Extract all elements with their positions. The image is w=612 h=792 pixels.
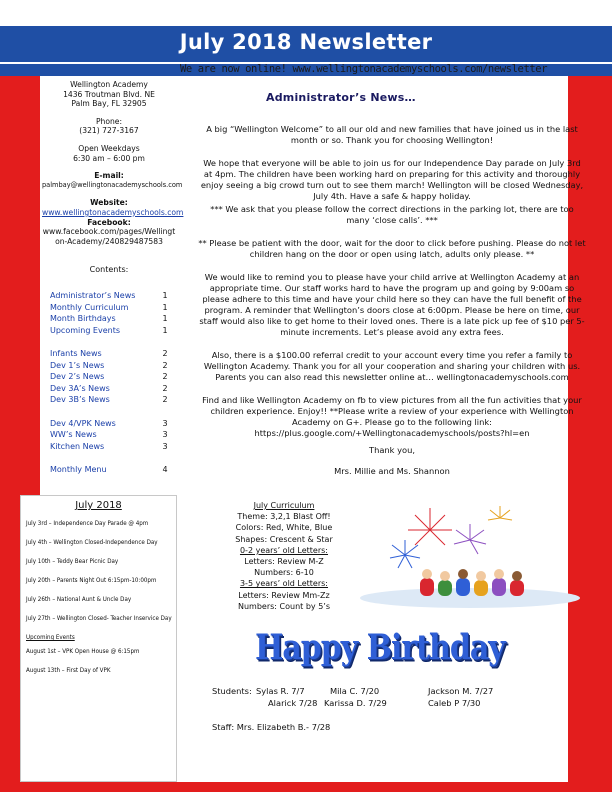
curriculum-letters-3-5: Letters: Review Mm-Zz bbox=[238, 590, 330, 600]
upcoming-item: August 1st – VPK Open House @ 6:15pm bbox=[26, 648, 140, 655]
hours-block bbox=[42, 144, 176, 163]
toc-page-number: 2 bbox=[162, 383, 168, 393]
toc-item[interactable] bbox=[50, 360, 170, 372]
toc-label: Upcoming Events bbox=[50, 325, 121, 335]
event-item: July 4th – Wellington Closed-Independence Day bbox=[26, 539, 158, 546]
toc-page-number: 4 bbox=[162, 465, 168, 474]
birthday-students bbox=[212, 686, 592, 710]
facebook-label: Facebook: bbox=[87, 217, 131, 227]
phone-number: (321) 727-3167 bbox=[79, 126, 139, 136]
toc-page-number: 2 bbox=[162, 395, 168, 404]
toc-label: Dev 2’s News bbox=[50, 372, 105, 381]
students-label: Students: bbox=[212, 686, 252, 696]
toc-item[interactable] bbox=[50, 290, 170, 302]
toc-label: Dev 3A’s News bbox=[50, 383, 110, 393]
happy-birthday-banner: Happy Birthday bbox=[255, 628, 505, 669]
facebook-link[interactable]: www.facebook.com/pages/Wellington-Academy/240829487583 bbox=[42, 227, 176, 246]
toc-label: WW’s News bbox=[50, 430, 97, 439]
fireworks-illustration bbox=[350, 500, 586, 610]
admin-paragraph: ** Please be patient with the door, wait for the door to click before pushing. Please do not let children hang on the door or open using latch, adults only please. ** bbox=[198, 238, 586, 259]
toc-item[interactable] bbox=[50, 313, 170, 325]
upcoming-events-title: Upcoming Events bbox=[26, 634, 75, 641]
curriculum-numbers-3-5: Numbers: Count by 5’s bbox=[238, 601, 330, 611]
student-birthday: Caleb P 7/30 bbox=[428, 698, 481, 708]
address-line-2: Palm Bay, FL 32905 bbox=[71, 99, 147, 109]
newsletter-title: July 2018 Newsletter bbox=[179, 30, 433, 54]
curriculum-head-0-2: 0-2 years’ old Letters: bbox=[239, 545, 329, 555]
website-label: Website: bbox=[90, 198, 128, 208]
event-item: July 27th – Wellington Closed- Teacher Inservice Day bbox=[26, 615, 172, 622]
website-link[interactable]: www.wellingtonacademyschools.com bbox=[42, 207, 184, 217]
student-birthday: Alarick 7/28 bbox=[268, 698, 318, 708]
student-birthday: Jackson M. 7/27 bbox=[428, 686, 494, 696]
toc-page-number: 2 bbox=[162, 349, 168, 358]
admin-paragraph: We hope that everyone will be able to join us for our Independence Day parade on July 3rd at 4pm. The children have been working hard on preparing for this activity and thoroughly enjoy seeing a big crowd turn out to see them march! Wellington will be closed Wednesday, July 4th. Have a safe & happy holiday. bbox=[200, 158, 584, 201]
curriculum-shapes: Shapes: Crescent & Star bbox=[235, 534, 333, 544]
toc-page-number: 2 bbox=[162, 360, 168, 370]
curriculum-title: July Curriculum bbox=[253, 501, 315, 510]
admin-paragraph: We would like to remind you to please have your child arrive at Wellington Academy at an appropriate time. Our staff works hard to have the program up and going by 9:00am so please adhere to this time and have your child here so they can have the full benefit of the program. A reminder that Wellington’s doors close at 6:00pm. Please be here on time, our staff would also like to get home to their loved ones. There is a late pick up fee of $10 per 5-minute increments. Let’s please avoid any extra fees. bbox=[199, 272, 585, 337]
july-events-title: July 2018 bbox=[75, 500, 122, 511]
toc-label: Infants News bbox=[50, 349, 102, 358]
toc-page-number: 1 bbox=[162, 291, 168, 300]
admin-paragraph: Also, there is a $100.00 referral credit to your account every time you refer a family to Wellington Academy. Thank you for all your cooperation and sharing your children with us. Parents you can also read this newsletter online at… wellingtonacademyschools.com bbox=[203, 350, 581, 382]
online-notice: We are now online! www.wellingtonacademyschools.com/newsletter bbox=[180, 63, 548, 75]
upcoming-item: August 13th – First Day of VPK bbox=[26, 667, 111, 674]
toc-label: Monthly Curriculum bbox=[50, 302, 129, 312]
toc-label: Administrator’s News bbox=[50, 291, 136, 300]
hours-label: Open Weekdays bbox=[78, 143, 140, 153]
curriculum-theme: Theme: 3,2,1 Blast Off! bbox=[237, 512, 331, 522]
toc-page-number: 1 bbox=[162, 325, 168, 335]
toc-label: Dev 3B’s News bbox=[50, 395, 110, 404]
admin-news-title: Administrator’s News… bbox=[266, 91, 416, 104]
toc-label: Month Birthdays bbox=[50, 314, 116, 323]
student-birthday: Karissa D. 7/29 bbox=[324, 698, 387, 708]
toc-item[interactable] bbox=[50, 371, 170, 383]
event-item: July 3rd – Independence Day Parade @ 4pm bbox=[26, 520, 149, 527]
phone-label: Phone: bbox=[95, 116, 123, 126]
toc-item[interactable] bbox=[50, 325, 170, 337]
student-birthday: Mila C. 7/20 bbox=[330, 686, 380, 696]
phone-block bbox=[42, 117, 176, 136]
toc-page-number: 2 bbox=[162, 372, 168, 381]
bottom-red-border bbox=[0, 782, 612, 792]
contents-title: Contents: bbox=[89, 265, 129, 274]
student-birthday: Sylas R. 7/7 bbox=[256, 686, 305, 696]
hours-value: 6:30 am – 6:00 pm bbox=[73, 153, 145, 163]
website-block bbox=[42, 198, 184, 246]
table-of-contents bbox=[50, 290, 170, 476]
admin-paragraph: Find and like Wellington Academy on fb to view pictures from all the fun activities that your children experience. Enjoy!! **Please write a review of your experience with Wellington Academy on G+. Please go to the following link: https://plus.google.com/+Wellingtonacademyschools/posts?hl=en bbox=[202, 395, 582, 438]
toc-label: Monthly Menu bbox=[50, 465, 107, 474]
event-item: July 20th – Parents Night Out 6:15pm-10:00pm bbox=[26, 577, 157, 584]
toc-label: Kitchen News bbox=[50, 441, 105, 451]
admin-news-body bbox=[198, 124, 586, 479]
toc-page-number: 3 bbox=[162, 441, 168, 451]
contact-info bbox=[42, 80, 184, 246]
july-curriculum bbox=[228, 500, 340, 612]
july-events-list bbox=[26, 520, 174, 686]
staff-birthday: Staff: Mrs. Elizabeth B.- 7/28 bbox=[212, 722, 331, 732]
curriculum-numbers-0-2: Numbers: 6-10 bbox=[254, 568, 314, 578]
address-block bbox=[42, 80, 176, 109]
curriculum-letters-0-2: Letters: Review M-Z bbox=[244, 557, 324, 567]
toc-page-number: 1 bbox=[162, 314, 168, 323]
toc-label: Dev 1’s News bbox=[50, 360, 105, 370]
email-value[interactable]: palmbay@wellingtonacademyschools.com bbox=[42, 180, 183, 189]
address-line-1: 1436 Troutman Blvd. NE bbox=[63, 89, 155, 99]
admin-signature: Mrs. Millie and Ms. Shannon bbox=[334, 466, 450, 476]
curriculum-head-3-5: 3-5 years’ old Letters: bbox=[239, 579, 329, 589]
toc-item[interactable] bbox=[50, 418, 170, 430]
admin-thanks: Thank you, bbox=[369, 445, 415, 455]
toc-item[interactable] bbox=[50, 429, 170, 441]
admin-paragraph: *** We ask that you please follow the correct directions in the parking lot, there are too many ‘close calls’. *** bbox=[210, 204, 574, 225]
toc-item[interactable] bbox=[50, 348, 170, 360]
toc-page-number: 3 bbox=[162, 418, 168, 428]
toc-item[interactable] bbox=[50, 383, 170, 395]
toc-page-number: 1 bbox=[162, 302, 168, 312]
school-name: Wellington Academy bbox=[70, 80, 148, 89]
email-block bbox=[42, 171, 183, 190]
toc-item[interactable] bbox=[50, 464, 170, 476]
toc-item[interactable] bbox=[50, 302, 170, 314]
event-item: July 10th – Teddy Bear Picnic Day bbox=[26, 558, 119, 565]
curriculum-colors: Colors: Red, White, Blue bbox=[235, 523, 333, 533]
event-item: July 26th – National Aunt & Uncle Day bbox=[26, 596, 132, 603]
toc-page-number: 3 bbox=[162, 430, 168, 439]
toc-item[interactable] bbox=[50, 441, 170, 453]
admin-paragraph: A big “Wellington Welcome” to all our old and new families that have joined us in the last month or so. Thank you for choosing Wellington! bbox=[206, 124, 578, 145]
email-label: E-mail: bbox=[94, 171, 124, 181]
toc-label: Dev 4/VPK News bbox=[50, 418, 116, 428]
toc-item[interactable] bbox=[50, 394, 170, 406]
